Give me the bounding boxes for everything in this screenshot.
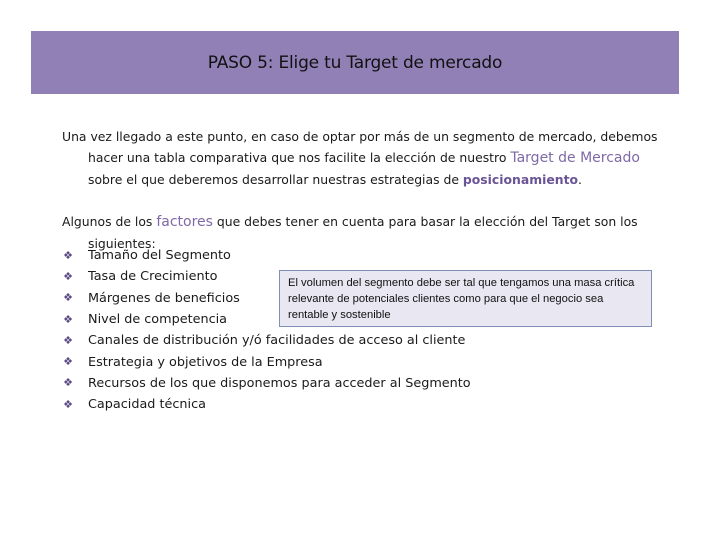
diamond-bullet-icon: ❖ — [63, 312, 73, 326]
positioning-highlight: posicionamiento — [462, 172, 579, 187]
list-item — [62, 330, 471, 351]
diamond-bullet-icon: ❖ — [63, 397, 73, 411]
intro-text-3: . — [578, 172, 582, 187]
page-title: PASO 5: Elige tu Target de mercado — [207, 52, 503, 73]
list-item — [62, 394, 471, 415]
segment-size-callout: El volumen del segmento debe ser tal que tengamos una masa crítica relevante de potenciales clientes como para que el negocio sea rentable y sostenible — [279, 270, 652, 327]
intro-text-2: sobre el que deberemos desarrollar nuestras estrategias de — [88, 172, 463, 187]
intro-paragraph — [62, 126, 672, 190]
title-banner — [31, 31, 679, 94]
diamond-bullet-icon: ❖ — [63, 376, 73, 390]
factor-label: Canales de distribución y/ó facilidades de acceso al cliente — [88, 333, 466, 349]
factors-text-2: que debes tener en cuenta para basar la elección del Target son los siguientes: — [88, 214, 638, 251]
list-item — [62, 351, 471, 372]
diamond-bullet-icon: ❖ — [63, 269, 73, 283]
factor-label: Nivel de competencia — [88, 312, 228, 328]
factor-label: Capacidad técnica — [88, 397, 206, 413]
diamond-bullet-icon: ❖ — [63, 355, 73, 369]
factor-label: Márgenes de beneficios — [88, 290, 240, 306]
factors-highlight: factores — [156, 214, 213, 230]
diamond-bullet-icon: ❖ — [63, 248, 73, 262]
factor-label: Tamaño del Segmento — [88, 248, 231, 264]
factor-label: Estrategia y objetivos de la Empresa — [88, 354, 323, 370]
intro-text-1: Una vez llegado a este punto, en caso de optar por más de un segmento de mercado, debemos hacer una tabla comparativa que nos facilite la elección de nuestro — [62, 129, 658, 165]
factors-text-1: Algunos de los — [62, 214, 157, 229]
factor-label: Recursos de los que disponemos para acceder al Segmento — [88, 375, 471, 391]
factor-label: Tasa de Crecimiento — [88, 269, 218, 285]
diamond-bullet-icon: ❖ — [63, 291, 73, 305]
target-highlight: Target de Mercado — [510, 150, 640, 166]
list-item — [62, 245, 471, 266]
list-item — [62, 373, 471, 394]
diamond-bullet-icon: ❖ — [63, 333, 73, 347]
